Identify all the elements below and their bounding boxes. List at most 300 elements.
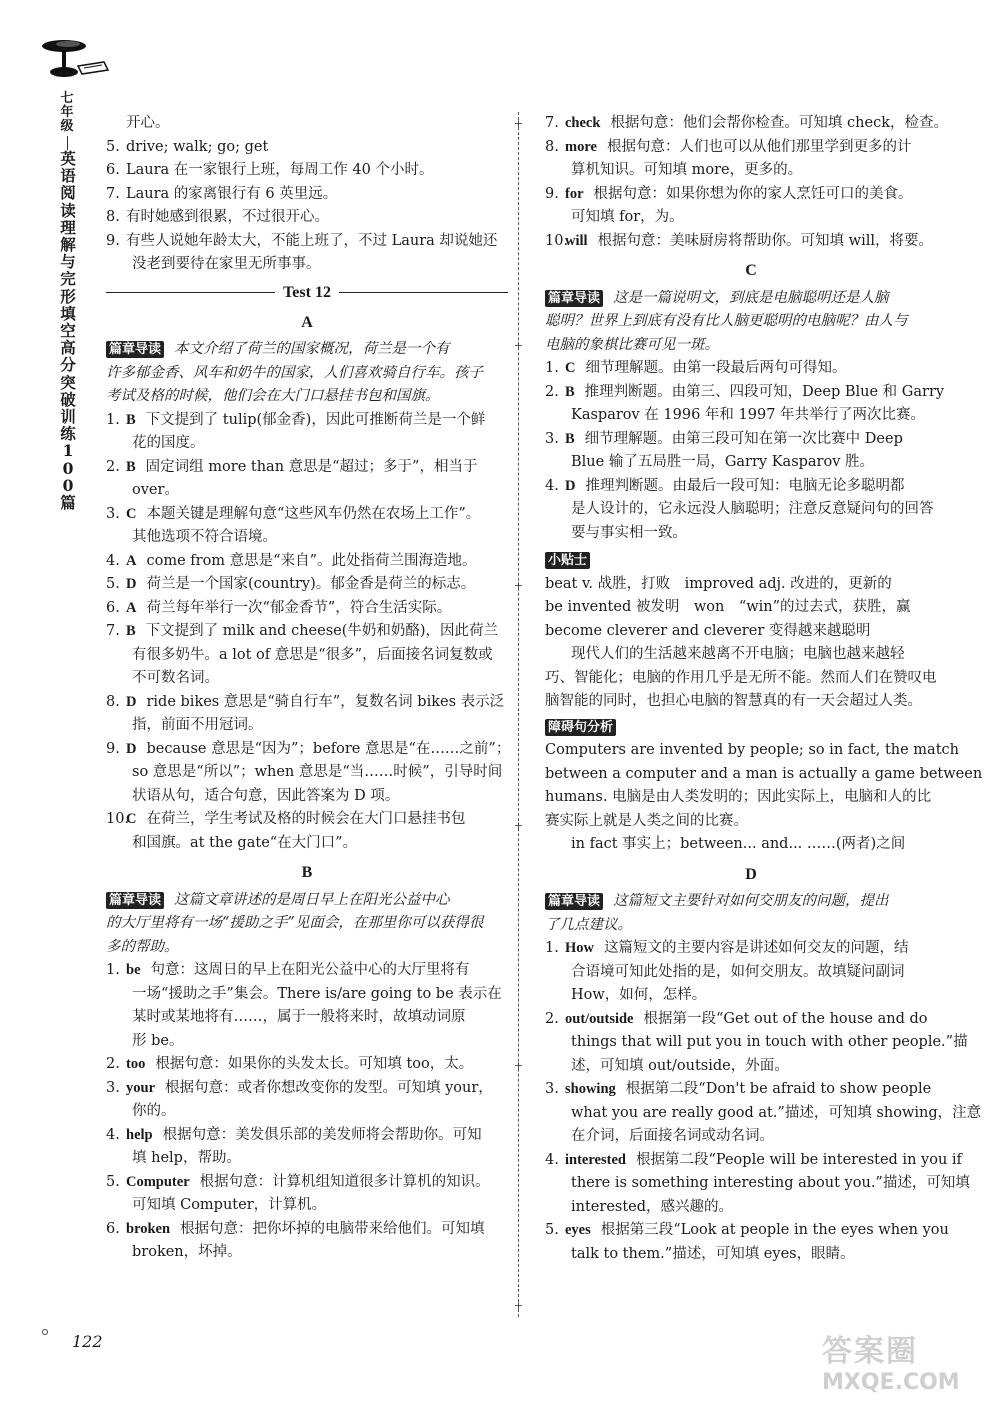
answer-line-cont bbox=[545, 1172, 970, 1196]
item-explanation: 这篇短文的主要内容是讲述如何交友的问题，结 bbox=[604, 940, 909, 956]
answer-line-cont bbox=[106, 253, 508, 277]
item-number: 1. bbox=[545, 940, 559, 956]
item-explanation: interested，感兴趣的。 bbox=[571, 1198, 734, 1215]
answer-line-cont bbox=[545, 961, 957, 985]
item-number: 2. bbox=[106, 458, 120, 475]
tips-block bbox=[545, 549, 957, 573]
item-explanation: 在荷兰，学生考试及格的时候会在大门口悬挂书包 bbox=[146, 811, 466, 827]
item-explanation: 下文提到了 milk and cheese(牛奶和奶酪)，因此荷兰 bbox=[145, 623, 499, 639]
divider-plus-icon: + bbox=[513, 1059, 524, 1072]
item-explanation: 合语境可知此处指的是，如何交朋友。故填疑问副词 bbox=[571, 963, 905, 980]
answer-line bbox=[106, 503, 508, 527]
item-answer: more bbox=[565, 138, 597, 155]
guide-line bbox=[545, 890, 957, 914]
answer-item bbox=[106, 1171, 508, 1218]
item-answer: too bbox=[126, 1056, 146, 1072]
answer-line-cont bbox=[545, 1125, 957, 1149]
guide-text: 聪明？世界上到底有没有比人脑更聪明的电脑呢？由人与 bbox=[545, 313, 908, 329]
item-number: 9. bbox=[106, 740, 120, 757]
item-explanation: so 意思是“所以”；when 意思是“当……时候”，引导时间 bbox=[132, 764, 503, 780]
item-explanation: 根据句意：人们也可以从他们那里学到更多的计 bbox=[606, 138, 912, 155]
answer-line bbox=[106, 808, 508, 832]
item-number: 5. bbox=[106, 576, 120, 592]
answer-item bbox=[106, 456, 508, 503]
section-d-title: D bbox=[745, 865, 757, 883]
divider-plus-icon: + bbox=[513, 579, 524, 592]
divider-plus-icon: + bbox=[513, 339, 524, 352]
answer-line bbox=[545, 1008, 957, 1032]
answer-line bbox=[545, 1219, 957, 1243]
guide-line bbox=[106, 338, 508, 362]
item-explanation: 一场“援助之手”集会。There is/are going to be 表示在 bbox=[132, 985, 502, 1002]
item-explanation: 述，可知填 out/outside，外面。 bbox=[571, 1057, 789, 1074]
answer-line bbox=[106, 183, 508, 207]
item-explanation: 根据句意：美味厨房将帮助你。可知填 will，将要。 bbox=[597, 232, 933, 249]
item-answer: Computer bbox=[126, 1173, 190, 1190]
item-explanation: 推理判断题。由第三、四段可知，Deep Blue 和 Garry bbox=[584, 383, 945, 400]
answer-item bbox=[106, 1124, 508, 1171]
item-explanation: come from 意思是“来自”。此处指荷兰围海造地。 bbox=[146, 552, 477, 569]
item-answer: D bbox=[565, 477, 576, 494]
item-answer: out/outside bbox=[565, 1010, 634, 1027]
text-line: humans. 电脑是由人类发明的；因此实际上，电脑和人的比 bbox=[545, 789, 932, 805]
item-explanation: 细节理解题。由第三段可知在第一次比赛中 Deep bbox=[584, 430, 903, 447]
item-explanation: 和国旗。at the gate“在大门口”。 bbox=[132, 834, 358, 851]
right-top-items bbox=[545, 112, 957, 253]
item-number: 3. bbox=[106, 505, 120, 522]
section-a-guide bbox=[106, 338, 508, 409]
guide-line bbox=[106, 889, 508, 913]
text-line: Computers are invented by people; so in fact, the match bbox=[545, 742, 959, 758]
answer-line-cont bbox=[106, 1006, 508, 1030]
section-c-guide bbox=[545, 287, 957, 358]
guide-text: 这篇文章讲述的是周日早上在阳光公益中心 bbox=[174, 891, 450, 908]
sidebar-book-title: 英语阅读理解与完形填空高分突破训练100篇 bbox=[60, 149, 76, 513]
answer-line bbox=[106, 620, 508, 644]
answer-item bbox=[106, 597, 508, 621]
item-explanation: 根据句意：如果你想为你的家人烹饪可口的美食。 bbox=[593, 185, 913, 202]
item-explanation: broken，坏掉。 bbox=[132, 1244, 242, 1260]
guide-line bbox=[106, 912, 508, 936]
answer-line bbox=[106, 409, 508, 433]
item-explanation: talk to them.”描述，可知填 eyes，眼睛。 bbox=[571, 1245, 855, 1262]
guide-text: 了几点建议。 bbox=[545, 916, 632, 933]
item-explanation: Laura 的家离银行有 6 英里远。 bbox=[126, 185, 338, 202]
answer-line bbox=[106, 691, 508, 715]
answer-line bbox=[545, 937, 957, 961]
answer-line bbox=[545, 230, 957, 254]
answer-line-cont bbox=[106, 832, 508, 856]
answer-line-cont bbox=[106, 714, 508, 738]
answer-line-cont bbox=[106, 785, 508, 809]
item-number: 2. bbox=[106, 1056, 120, 1072]
item-number: 1. bbox=[545, 360, 559, 376]
answer-item bbox=[106, 409, 508, 456]
answer-line bbox=[106, 1218, 508, 1242]
divider-plus-icon: + bbox=[513, 1299, 524, 1312]
item-explanation: 填 help，帮助。 bbox=[132, 1150, 241, 1166]
answer-item bbox=[106, 738, 511, 809]
item-number: 10. bbox=[545, 232, 569, 249]
item-answer: B bbox=[126, 458, 136, 475]
item-answer: C bbox=[565, 360, 576, 376]
section-b-items bbox=[106, 959, 508, 1265]
item-explanation: 固定词组 more than 意思是“超过；多于”，相当于 bbox=[145, 458, 478, 475]
item-explanation: 开心。 bbox=[126, 115, 170, 131]
answer-item bbox=[545, 136, 957, 183]
item-explanation: 有时她感到很累，不过很开心。 bbox=[126, 209, 329, 225]
item-number: 4. bbox=[545, 477, 559, 494]
item-explanation: 某时或某地将有……，属于一般将来时，故填动词原 bbox=[132, 1009, 466, 1025]
item-answer: D bbox=[126, 693, 137, 710]
item-answer: be bbox=[126, 962, 141, 978]
answer-line bbox=[545, 112, 957, 136]
guide-text: 本文介绍了荷兰的国家概况，荷兰是一个有 bbox=[174, 341, 450, 357]
item-explanation: ride bikes 意思是“骑自行车”，复数名词 bikes 表示泛 bbox=[146, 693, 505, 710]
item-answer: check bbox=[565, 115, 601, 131]
item-number: 9. bbox=[545, 185, 559, 202]
answer-line bbox=[106, 112, 508, 136]
answer-line-cont bbox=[106, 1030, 508, 1054]
answer-line bbox=[106, 136, 508, 160]
book-logo-icon bbox=[38, 36, 110, 86]
answer-item bbox=[106, 1218, 508, 1265]
section-b-guide bbox=[106, 889, 508, 960]
item-explanation: How，如何，怎样。 bbox=[571, 987, 707, 1003]
answer-item bbox=[545, 1008, 968, 1079]
text-line: 脑智能的同时，也担心电脑的智慧真的有一天会超过人类。 bbox=[545, 693, 922, 709]
section-a-items bbox=[106, 409, 511, 856]
item-explanation: 要与事实相一致。 bbox=[571, 524, 687, 541]
item-answer: A bbox=[126, 599, 137, 616]
answer-line bbox=[106, 738, 511, 762]
item-explanation: 在介词，后面接名词或动名词。 bbox=[571, 1128, 774, 1144]
guide-text: 多的帮助。 bbox=[106, 938, 179, 955]
guide-tag: 篇章导读 bbox=[545, 893, 603, 910]
answer-line bbox=[106, 573, 508, 597]
item-explanation: 根据句意：美发俱乐部的美发师将会帮助你。可知 bbox=[162, 1126, 482, 1143]
item-number: 1. bbox=[106, 962, 120, 978]
answer-line-cont bbox=[545, 1243, 957, 1267]
guide-tag: 篇章导读 bbox=[106, 341, 164, 358]
guide-line bbox=[545, 914, 957, 938]
item-explanation: 状语从句，适合句意，因此答案为 D 项。 bbox=[132, 787, 400, 804]
answer-item bbox=[106, 573, 508, 597]
analysis-lines bbox=[545, 739, 983, 833]
section-d-items bbox=[545, 937, 982, 1266]
item-explanation: 荷兰每年举行一次“郁金香节”，符合生活实际。 bbox=[146, 599, 452, 616]
item-number: 6. bbox=[106, 1220, 120, 1237]
item-explanation: 根据句意：把你坏掉的电脑带来给他们。可知填 bbox=[180, 1220, 485, 1237]
answer-line-cont bbox=[106, 983, 508, 1007]
answer-line-cont bbox=[545, 522, 957, 546]
item-explanation: 根据句意：计算机组知道很多计算机的知识。 bbox=[199, 1173, 490, 1190]
answer-item bbox=[545, 428, 957, 475]
guide-text: 的大厅里将有一场“援助之手”见面会，在那里你可以获得很 bbox=[106, 915, 484, 931]
item-explanation: 可知填 for，为。 bbox=[571, 209, 684, 225]
item-explanation: 不可数名词。 bbox=[132, 670, 219, 686]
item-explanation: 细节理解题。由第一段最后两句可得知。 bbox=[585, 360, 847, 376]
answer-item bbox=[106, 550, 508, 574]
item-explanation: 有很多奶牛。a lot of 意思是“很多”，后面接名词复数或 bbox=[132, 646, 493, 663]
answer-line bbox=[545, 357, 957, 381]
answer-line bbox=[106, 456, 508, 480]
item-explanation: 指，前面不用冠词。 bbox=[132, 717, 263, 733]
answer-item bbox=[545, 230, 957, 254]
answer-item bbox=[545, 183, 957, 230]
answer-line-cont bbox=[545, 451, 957, 475]
item-answer: C bbox=[126, 505, 137, 522]
item-answer: B bbox=[126, 411, 136, 428]
item-explanation: 根据句意：如果你的头发太长。可知填 too，太。 bbox=[155, 1056, 474, 1072]
text-line: 赛实际上就是人类之间的比赛。 bbox=[545, 812, 748, 829]
item-explanation: 是人设计的，它永远没人脑聪明；注意反意疑问句的回答 bbox=[571, 501, 934, 517]
divider-plus-icon: + bbox=[513, 117, 524, 130]
guide-text: 电脑的象棋比赛可见一斑。 bbox=[545, 336, 719, 353]
item-answer: showing bbox=[565, 1081, 616, 1097]
answer-line bbox=[545, 381, 957, 405]
item-number: 10. bbox=[106, 811, 130, 827]
answer-line bbox=[106, 959, 508, 983]
answer-line bbox=[106, 597, 508, 621]
guide-line bbox=[545, 287, 957, 311]
item-number: 7. bbox=[106, 623, 120, 639]
answer-item bbox=[545, 475, 957, 546]
item-number: 9. bbox=[106, 232, 120, 249]
item-explanation: there is something interesting about you.”描述，可知填 bbox=[571, 1175, 970, 1191]
item-number: 8. bbox=[106, 209, 120, 225]
item-answer: A bbox=[126, 552, 137, 569]
item-number: 4. bbox=[545, 1151, 559, 1168]
item-explanation: what you are really good at.”描述，可知填 showing，注意 bbox=[571, 1104, 982, 1121]
item-explanation: 可知填 Computer，计算机。 bbox=[132, 1197, 327, 1213]
guide-line bbox=[106, 362, 508, 386]
answer-line bbox=[106, 1171, 508, 1195]
item-explanation: 推理判断题。由最后一段可知：电脑无论多聪明都 bbox=[585, 477, 905, 494]
answer-line-cont bbox=[106, 1194, 508, 1218]
rule-left bbox=[106, 292, 275, 293]
watermark-url: MXQE.COM bbox=[822, 1370, 960, 1395]
answer-item bbox=[106, 620, 508, 691]
answer-line bbox=[545, 136, 957, 160]
answer-item bbox=[545, 381, 957, 428]
answer-line-cont bbox=[106, 526, 508, 550]
answer-item bbox=[106, 959, 508, 1053]
answer-line-cont bbox=[106, 644, 508, 668]
answer-line-cont bbox=[106, 1100, 508, 1124]
item-explanation: 句意：这周日的早上在阳光公益中心的大厅里将有 bbox=[150, 962, 470, 978]
watermark bbox=[822, 1334, 972, 1404]
item-explanation: 根据第二段“Don't be afraid to show people bbox=[625, 1081, 932, 1097]
item-number: 7. bbox=[545, 115, 559, 131]
answer-item bbox=[106, 1077, 508, 1124]
section-d-guide bbox=[545, 890, 957, 937]
divider-plus-icon: + bbox=[513, 819, 524, 832]
left-top-items bbox=[106, 112, 508, 277]
answer-line bbox=[545, 475, 957, 499]
text-line: be invented 被发明 won “win”的过去式，获胜，赢 bbox=[545, 599, 911, 615]
guide-text: 这篇短文主要针对如何交朋友的问题，提出 bbox=[613, 893, 889, 909]
text-line: between a computer and a man is actually a game between bbox=[545, 765, 983, 782]
section-b-title: B bbox=[301, 864, 313, 881]
item-answer: help bbox=[126, 1126, 153, 1143]
text-line: 现代人们的生活越来越离不开电脑；电脑也越来越轻 bbox=[571, 646, 905, 662]
item-answer: D bbox=[126, 740, 137, 757]
item-answer: How bbox=[565, 940, 594, 956]
answer-line-cont bbox=[545, 498, 957, 522]
item-answer: broken bbox=[126, 1220, 171, 1237]
item-explanation: 根据第三段“Look at people in the eyes when you bbox=[600, 1222, 949, 1238]
text-line: 巧、智能化；电脑的作用几乎是无所不能。然而人们在赞叹电 bbox=[545, 669, 937, 686]
answer-item bbox=[106, 808, 508, 855]
answer-item bbox=[106, 1053, 508, 1077]
item-answer: C bbox=[126, 811, 137, 827]
answer-line-cont bbox=[106, 1241, 508, 1265]
guide-line bbox=[106, 936, 508, 960]
item-explanation: Blue 输了五局胜一局，Garry Kasparov 胜。 bbox=[571, 454, 875, 470]
item-explanation: 形 be。 bbox=[132, 1032, 184, 1049]
item-number: 4. bbox=[106, 1126, 120, 1143]
item-explanation: Kasparov 在 1996 年和 1997 年共举行了两次比赛。 bbox=[571, 407, 926, 423]
item-explanation: drive; walk; go; get bbox=[126, 138, 269, 155]
answer-item bbox=[545, 937, 957, 1008]
rule-right bbox=[339, 292, 508, 293]
item-explanation: 有些人说她年龄太大，不能上班了，不过 Laura 却说她还 bbox=[126, 232, 498, 249]
item-answer: B bbox=[126, 623, 136, 639]
item-answer: B bbox=[565, 383, 575, 400]
answer-line-cont bbox=[545, 159, 957, 183]
item-explanation: 根据句意：或者你想改变你的发型。可知填 your， bbox=[165, 1079, 493, 1096]
guide-tag: 篇章导读 bbox=[545, 290, 603, 307]
item-number: 8. bbox=[106, 693, 120, 710]
item-explanation: 算机知识。可知填 more，更多的。 bbox=[571, 162, 803, 178]
answer-line-cont bbox=[545, 1055, 957, 1079]
analysis-block bbox=[545, 716, 957, 740]
answer-item bbox=[545, 112, 957, 136]
tips-lines bbox=[545, 573, 957, 644]
guide-line bbox=[545, 310, 957, 334]
guide-text: 这是一篇说明文，到底是电脑聪明还是人脑 bbox=[613, 289, 889, 306]
item-number: 5. bbox=[106, 138, 120, 155]
guide-text: 许多郁金香、风车和奶牛的国家，人们喜欢骑自行车。孩子 bbox=[106, 364, 483, 381]
answer-line bbox=[106, 206, 508, 230]
sidebar-grade: 七年级 bbox=[60, 91, 74, 134]
item-answer: B bbox=[565, 430, 575, 447]
answer-item bbox=[106, 183, 508, 207]
item-explanation: 本题关键是理解句意“这些风车仍然在农场上工作”。 bbox=[146, 505, 481, 522]
section-a-title: A bbox=[301, 313, 313, 331]
item-number: 6. bbox=[106, 162, 120, 178]
item-explanation: 根据第二段“People will be interested in you if bbox=[635, 1151, 962, 1168]
answer-line bbox=[545, 428, 957, 452]
text-line: become cleverer and cleverer 变得越来越聪明 bbox=[545, 622, 871, 639]
answer-line bbox=[106, 550, 508, 574]
right-column bbox=[545, 112, 983, 1266]
answer-line-cont bbox=[545, 404, 957, 428]
answer-line bbox=[106, 1124, 508, 1148]
answer-item bbox=[106, 112, 508, 136]
answer-item bbox=[545, 357, 957, 381]
item-number: 1. bbox=[106, 411, 120, 428]
guide-text: 考试及格的时候，他们会在大门口悬挂书包和国旗。 bbox=[106, 388, 440, 404]
item-explanation: over。 bbox=[132, 482, 179, 498]
section-c-title: C bbox=[745, 262, 757, 279]
text-line: beat v. 战胜，打败 improved adj. 改进的，更新的 bbox=[545, 575, 892, 592]
test-heading bbox=[106, 281, 508, 305]
answer-line-cont bbox=[545, 206, 957, 230]
answer-line-cont bbox=[106, 1147, 508, 1171]
item-explanation: 没老到要待在家里无所事事。 bbox=[132, 256, 321, 272]
answer-line bbox=[106, 159, 508, 183]
analysis-tag: 障碍句分析 bbox=[545, 719, 616, 736]
item-number: 3. bbox=[545, 1081, 559, 1097]
item-explanation: 花的国度。 bbox=[132, 435, 205, 451]
item-answer: for bbox=[565, 185, 584, 202]
page-number: 122 bbox=[72, 1332, 103, 1351]
item-explanation: because 意思是“因为”；before 意思是“在……之前”； bbox=[146, 740, 511, 757]
guide-line bbox=[106, 385, 508, 409]
item-number: 3. bbox=[545, 430, 559, 447]
page-marker-icon bbox=[40, 1320, 50, 1336]
item-explanation: 你的。 bbox=[132, 1103, 176, 1119]
item-explanation: 其他选项不符合语境。 bbox=[132, 529, 277, 545]
answer-item bbox=[106, 136, 508, 160]
item-number: 3. bbox=[106, 1079, 120, 1096]
answer-line bbox=[106, 1077, 508, 1101]
item-number: 2. bbox=[545, 1010, 559, 1027]
sidebar-divider bbox=[67, 136, 68, 150]
answer-line-cont bbox=[545, 1031, 968, 1055]
item-number: 5. bbox=[545, 1222, 559, 1238]
answer-line-cont bbox=[106, 479, 508, 503]
item-answer: D bbox=[126, 576, 137, 592]
answer-item bbox=[545, 1078, 982, 1149]
item-explanation: things that will put you in touch with other people.”描 bbox=[571, 1034, 968, 1050]
item-number: 7. bbox=[106, 185, 120, 202]
item-explanation: 根据句意：他们会帮你检查。可知填 check，检查。 bbox=[610, 115, 948, 131]
answer-line-cont bbox=[106, 667, 508, 691]
analysis-note: in fact 事实上；between... and... ……(两者)之间 bbox=[571, 836, 906, 852]
answer-line bbox=[545, 1149, 962, 1173]
item-number: 4. bbox=[106, 552, 120, 569]
answer-line-cont bbox=[106, 432, 508, 456]
answer-line bbox=[545, 183, 957, 207]
answer-item bbox=[545, 1219, 957, 1266]
item-answer: your bbox=[126, 1079, 155, 1096]
answer-line-cont bbox=[545, 1196, 957, 1220]
item-answer: interested bbox=[565, 1151, 626, 1168]
answer-line-cont bbox=[545, 984, 957, 1008]
answer-item bbox=[106, 691, 508, 738]
item-answer: eyes bbox=[565, 1222, 591, 1238]
watermark-logo: 答案圈 bbox=[822, 1334, 918, 1369]
item-explanation: 荷兰是一个国家(country)。郁金香是荷兰的标志。 bbox=[146, 576, 476, 592]
answer-line-cont bbox=[106, 761, 508, 785]
test-title: Test 12 bbox=[283, 283, 331, 301]
guide-tag: 篇章导读 bbox=[106, 892, 164, 909]
item-explanation: 根据第一段“Get out of the house and do bbox=[643, 1010, 928, 1027]
tips-paragraph bbox=[545, 643, 957, 714]
answer-line bbox=[106, 1053, 508, 1077]
answer-line-cont bbox=[545, 1102, 982, 1126]
item-number: 2. bbox=[545, 383, 559, 400]
tips-tag: 小贴士 bbox=[545, 552, 590, 569]
item-explanation: 下文提到了 tulip(郁金香)，因此可推断荷兰是一个鲜 bbox=[145, 411, 486, 428]
left-column bbox=[106, 112, 511, 1265]
answer-line bbox=[106, 230, 508, 254]
answer-item bbox=[545, 1149, 970, 1220]
item-explanation: Laura 在一家银行上班，每周工作 40 个小时。 bbox=[126, 162, 434, 178]
